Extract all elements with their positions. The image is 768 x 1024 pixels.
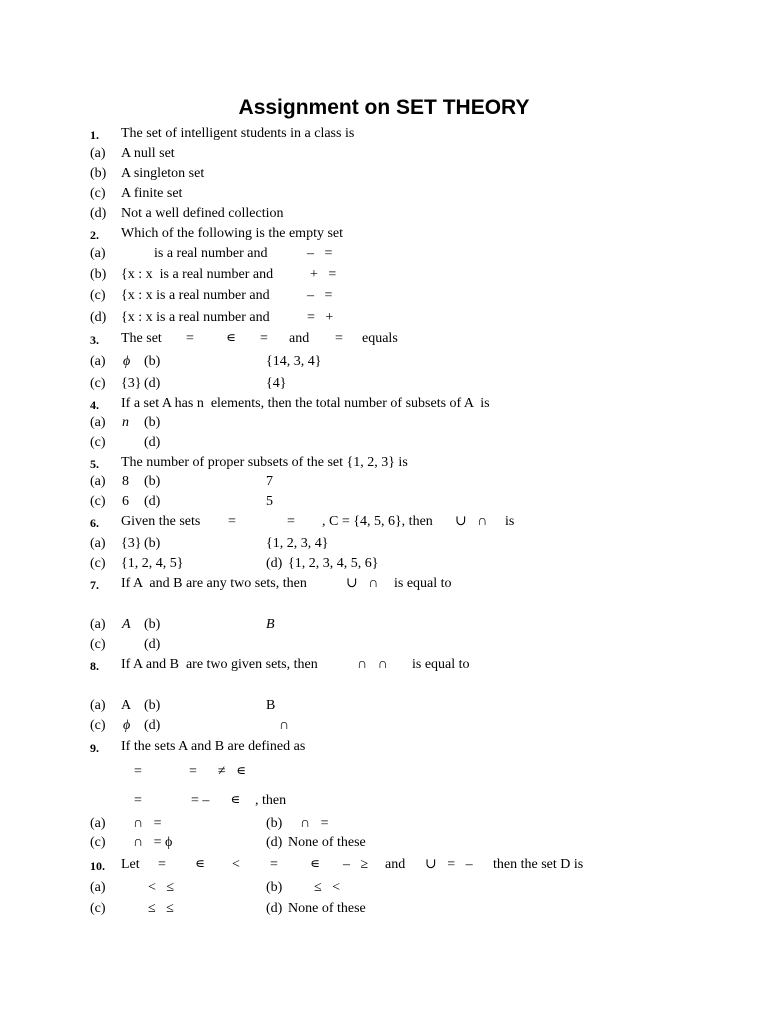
question-text: If a set A has n elements, then the total number of subsets of A is bbox=[121, 396, 490, 411]
option-label: (b) bbox=[144, 415, 161, 430]
option-label: (d) bbox=[90, 310, 107, 325]
option-label: (c) bbox=[90, 637, 106, 652]
option-text: {3} bbox=[121, 376, 142, 391]
option-label: (d) bbox=[144, 637, 161, 652]
option-text: A singleton set bbox=[121, 166, 205, 181]
question-number: 10. bbox=[90, 859, 105, 873]
question-text: The number of proper subsets of the set {1, 2, 3} is bbox=[121, 455, 408, 470]
question-text: and bbox=[289, 331, 310, 346]
question-number: 1. bbox=[90, 128, 99, 142]
question-math: ∪ ∩ bbox=[346, 576, 379, 591]
question-text: is bbox=[505, 514, 515, 529]
option-label: (c) bbox=[90, 835, 106, 850]
question-math: = bbox=[260, 331, 268, 346]
option-math: ≤ ≤ bbox=[148, 901, 174, 916]
option-label: (a) bbox=[90, 415, 106, 430]
option-text: {14, 3, 4} bbox=[266, 354, 322, 369]
option-text: 8 bbox=[122, 474, 129, 489]
option-label: (c) bbox=[90, 186, 106, 201]
option-math: ∩ = bbox=[300, 816, 329, 831]
question-math: = ≠ ∊ bbox=[189, 764, 247, 779]
option-text: {1, 2, 4, 5} bbox=[121, 556, 184, 571]
option-label: (c) bbox=[90, 556, 106, 571]
question-text: is equal to bbox=[394, 576, 452, 591]
option-label: (b) bbox=[144, 474, 161, 489]
option-math: – = bbox=[307, 246, 333, 261]
option-text: 6 bbox=[122, 494, 129, 509]
option-label: (c) bbox=[90, 901, 106, 916]
option-text: {1, 2, 3, 4, 5, 6} bbox=[288, 556, 379, 571]
question-text: The set of intelligent students in a class is bbox=[121, 126, 355, 141]
option-label: (d) bbox=[144, 494, 161, 509]
option-label: (b) bbox=[144, 617, 161, 632]
option-label: (a) bbox=[90, 146, 106, 161]
option-label: (a) bbox=[90, 617, 106, 632]
option-text: ϕ bbox=[123, 354, 131, 369]
option-label: (b) bbox=[266, 816, 283, 831]
option-text: B bbox=[266, 617, 275, 632]
question-text: If the sets A and B are defined as bbox=[121, 739, 306, 754]
question-text: is equal to bbox=[412, 657, 470, 672]
option-label: (c) bbox=[90, 435, 106, 450]
question-math: = bbox=[134, 793, 142, 808]
option-label: (b) bbox=[90, 166, 107, 181]
option-text: A finite set bbox=[121, 186, 183, 201]
option-label: (c) bbox=[90, 376, 106, 391]
question-text: Which of the following is the empty set bbox=[121, 226, 344, 241]
question-text: The set bbox=[121, 331, 162, 346]
option-label: (d) bbox=[144, 718, 161, 733]
option-text: None of these bbox=[288, 901, 366, 916]
option-text: {1, 2, 3, 4} bbox=[266, 536, 329, 551]
option-text: A bbox=[122, 617, 131, 632]
question-number: 9. bbox=[90, 741, 99, 755]
option-label: (a) bbox=[90, 698, 106, 713]
option-math: < ≤ bbox=[148, 880, 175, 895]
option-math: ∩ = bbox=[133, 816, 162, 831]
question-text: If A and B are two given sets, then bbox=[121, 657, 318, 672]
option-label: (b) bbox=[266, 880, 283, 895]
option-text: n bbox=[122, 415, 129, 430]
option-text: {x : x is a real number and bbox=[121, 288, 270, 303]
question-math: ∊ bbox=[310, 857, 321, 872]
option-label: (a) bbox=[90, 536, 106, 551]
question-math: ∪ ∩ bbox=[455, 514, 488, 529]
question-math: = bbox=[228, 514, 236, 529]
question-text: Given the sets bbox=[121, 514, 201, 529]
option-label: (a) bbox=[90, 880, 106, 895]
option-text: {x : x is a real number and bbox=[121, 310, 270, 325]
option-text: {4} bbox=[266, 376, 287, 391]
question-text: Let bbox=[121, 857, 140, 872]
option-label: (c) bbox=[90, 288, 106, 303]
option-label: (a) bbox=[90, 246, 106, 261]
option-text: {3} bbox=[121, 536, 142, 551]
option-text: 5 bbox=[266, 494, 273, 509]
option-math: ∩ bbox=[279, 718, 290, 733]
option-label: (b) bbox=[144, 698, 161, 713]
option-label: (b) bbox=[144, 536, 161, 551]
option-label: (b) bbox=[90, 267, 107, 282]
question-text: equals bbox=[362, 331, 398, 346]
option-label: (c) bbox=[90, 718, 106, 733]
option-label: (d) bbox=[266, 835, 283, 850]
page-title: Assignment on SET THEORY bbox=[238, 96, 530, 119]
question-math: = bbox=[287, 514, 295, 529]
option-label: (a) bbox=[90, 474, 106, 489]
question-text: If A and B are any two sets, then bbox=[121, 576, 307, 591]
option-text: B bbox=[266, 698, 276, 713]
option-label: (d) bbox=[144, 376, 161, 391]
question-math: – ≥ bbox=[343, 857, 369, 872]
option-math: – = bbox=[307, 288, 333, 303]
option-text: None of these bbox=[288, 835, 366, 850]
question-text: , then bbox=[255, 793, 287, 808]
option-label: (d) bbox=[144, 435, 161, 450]
question-number: 6. bbox=[90, 516, 99, 530]
question-number: 7. bbox=[90, 578, 99, 592]
option-math: = + bbox=[307, 310, 334, 325]
question-text: and bbox=[385, 857, 406, 872]
question-math: ∪ = – bbox=[425, 857, 473, 872]
question-math: = bbox=[134, 764, 142, 779]
question-math: = bbox=[186, 331, 194, 346]
question-math: ∩ ∩ bbox=[357, 657, 388, 672]
question-number: 8. bbox=[90, 659, 99, 673]
question-number: 2. bbox=[90, 228, 99, 242]
option-label: (a) bbox=[90, 816, 106, 831]
option-label: (d) bbox=[266, 556, 283, 571]
question-math: ∊ bbox=[195, 857, 206, 872]
question-math: = bbox=[158, 857, 166, 872]
option-label: (d) bbox=[90, 206, 107, 221]
option-math: ≤ < bbox=[314, 880, 341, 895]
question-math: = bbox=[335, 331, 343, 346]
option-text: Not a well defined collection bbox=[121, 206, 284, 221]
question-math: < bbox=[232, 857, 240, 872]
question-math: ∊ bbox=[226, 331, 237, 346]
question-text: , C = {4, 5, 6}, then bbox=[322, 514, 433, 529]
option-label: (b) bbox=[144, 354, 161, 369]
option-text: A bbox=[121, 698, 132, 713]
question-number: 3. bbox=[90, 333, 99, 347]
option-text: ϕ bbox=[123, 718, 131, 733]
option-label: (d) bbox=[266, 901, 283, 916]
option-math: ∩ = ϕ bbox=[133, 835, 173, 850]
option-text: 7 bbox=[266, 474, 273, 489]
option-label: (a) bbox=[90, 354, 106, 369]
option-label: (c) bbox=[90, 494, 106, 509]
question-text: then the set D is bbox=[493, 857, 584, 872]
question-number: 5. bbox=[90, 457, 99, 471]
option-text: {x : x is a real number and bbox=[121, 267, 274, 282]
question-math: = bbox=[270, 857, 278, 872]
question-math: = – ∊ bbox=[191, 793, 241, 808]
option-math: + = bbox=[310, 267, 337, 282]
option-text: A null set bbox=[121, 146, 175, 161]
question-number: 4. bbox=[90, 398, 99, 412]
option-text: is a real number and bbox=[154, 246, 268, 261]
